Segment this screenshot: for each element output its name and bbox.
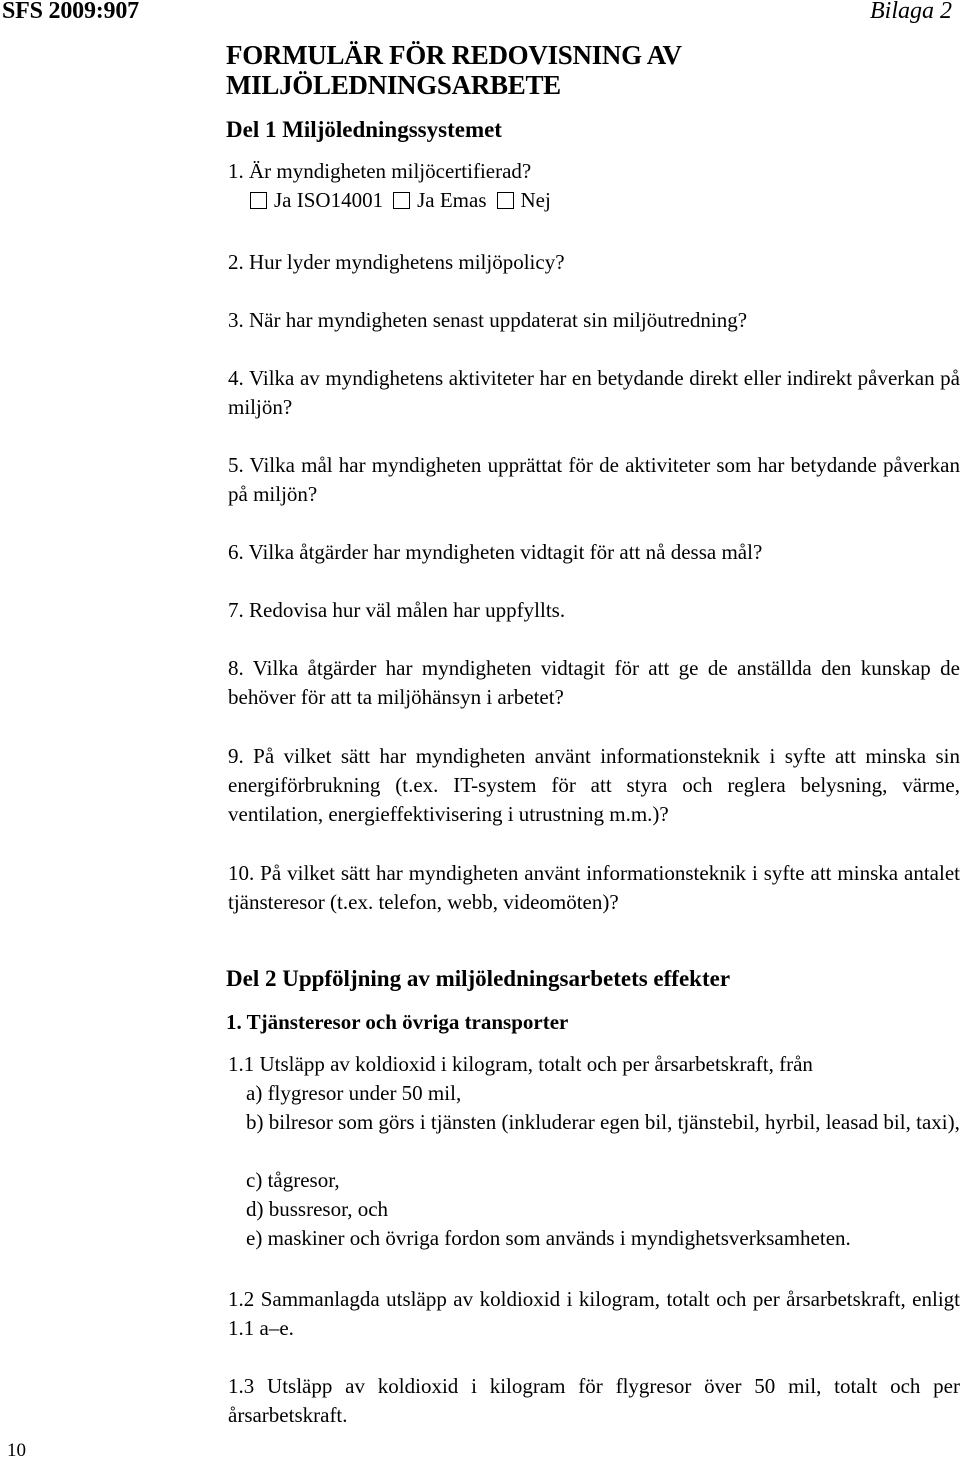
item-1-1-a: a) flygresor under 50 mil, <box>246 1081 462 1105</box>
question-4: 4. Vilka av myndighetens aktiviteter har en betydande direkt eller indirekt påverkan på miljön? <box>228 366 960 419</box>
option-emas-label: Ja Emas <box>417 188 487 212</box>
item-1-2: 1.2 Sammanlagda utsläpp av koldioxid i kilogram, totalt och per årsarbetskraft, enligt 1.1 a–e. <box>228 1287 960 1340</box>
question-7: 7. Redovisa hur väl målen har uppfyllts. <box>228 598 566 622</box>
section-1-heading: 1. Tjänsteresor och övriga transporter <box>226 1010 569 1034</box>
option-iso14001[interactable] <box>250 186 383 215</box>
option-nej[interactable] <box>497 186 551 215</box>
sfs-number: SFS 2009:907 <box>2 0 139 24</box>
checkbox-nej[interactable] <box>497 192 514 209</box>
certification-options <box>250 186 561 215</box>
question-5: 5. Vilka mål har myndigheten upprättat för de aktiviteter som har betydande påverkan på miljön? <box>228 453 960 506</box>
question-3: 3. När har myndigheten senast uppdaterat sin miljöutredning? <box>228 308 748 332</box>
appendix-label: Bilaga 2 <box>870 0 952 24</box>
option-emas[interactable] <box>393 186 486 215</box>
question-1: 1. Är myndigheten miljöcertifierad? <box>228 159 532 183</box>
item-1-3: 1.3 Utsläpp av koldioxid i kilogram för flygresor över 50 mil, totalt och per årsarbetskraft. <box>228 1374 960 1427</box>
checkbox-emas[interactable] <box>393 192 410 209</box>
part2-heading: Del 2 Uppföljning av miljöledningsarbetets effekter <box>226 966 731 991</box>
item-1-1: 1.1 Utsläpp av koldioxid i kilogram, totalt och per årsarbetskraft, från <box>228 1052 813 1076</box>
question-8: 8. Vilka åtgärder har myndigheten vidtagit för att ge de anställda den kunskap de behöver för att ta miljöhänsyn i arbetet? <box>228 656 960 709</box>
question-9: 9. På vilket sätt har myndigheten använt informationsteknik i syfte att minska sin energiförbrukning (t.ex. IT-system för att styra och reglera belysning, värme, ventilation, energieffektivisering i utrustning m.m.)? <box>228 744 960 826</box>
option-nej-label: Nej <box>520 188 551 212</box>
item-1-1-c: c) tågresor, <box>246 1168 340 1192</box>
checkbox-iso14001[interactable] <box>250 192 267 209</box>
question-2: 2. Hur lyder myndighetens miljöpolicy? <box>228 250 565 274</box>
item-1-1-e: e) maskiner och övriga fordon som används i myndighetsverksamheten. <box>246 1226 851 1250</box>
question-10: 10. På vilket sätt har myndigheten använt informationsteknik i syfte att minska antalet tjänsteresor (t.ex. telefon, webb, videomöten)? <box>228 861 960 914</box>
item-1-1-b: b) bilresor som görs i tjänsten (inkluderar egen bil, tjänstebil, hyrbil, leasad bil, taxi), <box>246 1110 960 1134</box>
part1-heading: Del 1 Miljöledningssystemet <box>226 117 502 142</box>
option-iso14001-label: Ja ISO14001 <box>274 188 384 212</box>
page-number: 10 <box>7 1440 26 1461</box>
question-6: 6. Vilka åtgärder har myndigheten vidtagit för att nå dessa mål? <box>228 540 763 564</box>
form-title: FORMULÄR FÖR REDOVISNING AV MILJÖLEDNINGSARBETE <box>226 40 682 100</box>
item-1-1-d: d) bussresor, och <box>246 1197 389 1221</box>
